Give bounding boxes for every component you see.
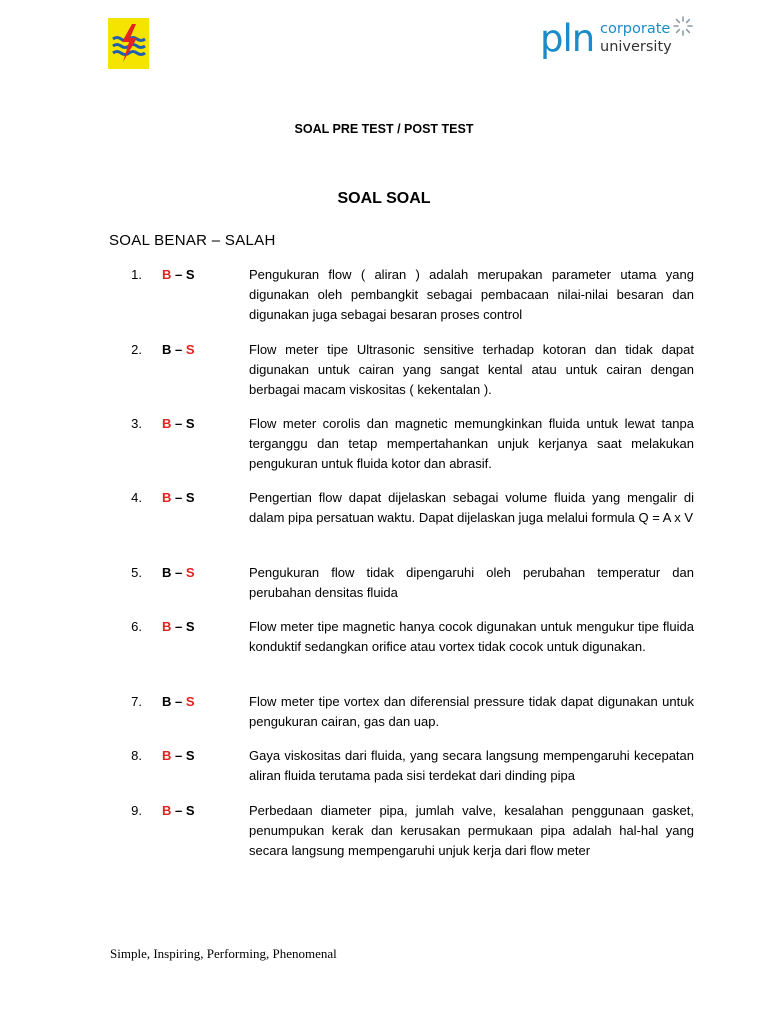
question-text: Flow meter tipe magnetic hanya cocok digunakan untuk mengukur tipe fluida konduktif sedangkan orifice atau vortex tidak cocok untuk digunakan. bbox=[249, 619, 694, 654]
answer-choice bbox=[162, 414, 195, 434]
question-number: 2. bbox=[131, 342, 142, 357]
answer-separator: – bbox=[171, 694, 186, 709]
answer-separator: – bbox=[171, 565, 186, 580]
answer-s: S bbox=[185, 416, 195, 431]
answer-separator: – bbox=[171, 267, 186, 282]
answer-b: B bbox=[162, 619, 172, 634]
section-title: SOAL SOAL bbox=[337, 190, 431, 207]
question-text: Pengukuran flow ( aliran ) adalah merupakan parameter utama yang digunakan oleh pembangkit sebagai pembacaan nilai-nilai besaran dan digunakan juga sebagai besaran proses control bbox=[249, 267, 694, 322]
question-number: 3. bbox=[131, 416, 142, 431]
answer-b: B bbox=[162, 267, 172, 282]
answer-s: S bbox=[185, 803, 195, 818]
question-number: 6. bbox=[131, 619, 142, 634]
pln-lightning-logo bbox=[108, 18, 149, 69]
answer-separator: – bbox=[171, 803, 186, 818]
question-text: Flow meter tipe Ultrasonic sensitive terhadap kotoran dan tidak dapat digunakan untuk cairan yang sangat kental atau untuk cairan dengan berbagai macam viskositas ( kekentalan ). bbox=[249, 342, 694, 397]
answer-b: B bbox=[162, 565, 172, 580]
answer-b: B bbox=[162, 490, 172, 505]
answer-s: S bbox=[185, 619, 195, 634]
logo-pln-text: pln bbox=[540, 17, 595, 60]
question-text: Flow meter corolis dan magnetic memungkinkan fluida untuk lewat tanpa terganggu dan tetap mempertahankan unjuk kerjanya saat melakukan pengukuran untuk fluida kotor dan abrasif. bbox=[249, 416, 694, 471]
answer-separator: – bbox=[171, 490, 186, 505]
question-text: Pengertian flow dapat dijelaskan sebagai volume fluida yang mengalir di dalam pipa persatuan waktu. Dapat dijelaskan juga melalui formula Q = A x V bbox=[249, 490, 694, 525]
answer-s: S bbox=[185, 565, 195, 580]
pln-corporate-university-logo bbox=[540, 16, 700, 66]
answer-choice bbox=[162, 617, 195, 637]
answer-b: B bbox=[162, 803, 172, 818]
answer-s: S bbox=[185, 342, 195, 357]
starburst-icon bbox=[673, 16, 693, 36]
document-title: SOAL PRE TEST / POST TEST bbox=[294, 122, 474, 136]
question-number: 4. bbox=[131, 490, 142, 505]
answer-b: B bbox=[162, 694, 172, 709]
answer-choice bbox=[162, 563, 195, 583]
answer-choice bbox=[162, 265, 195, 285]
question-text: Flow meter tipe vortex dan diferensial pressure tidak dapat digunakan untuk pengukuran cairan, gas dan uap. bbox=[249, 694, 694, 729]
question-text: Perbedaan diameter pipa, jumlah valve, kesalahan penggunaan gasket, penumpukan kerak dan kerusakan permukaan pipa adalah hal-hal yang secara langsung mempengaruhi unjuk kerja dari flow meter bbox=[249, 803, 694, 858]
question-text: Pengukuran flow tidak dipengaruhi oleh perubahan temperatur dan perubahan densitas fluida bbox=[249, 565, 694, 600]
answer-s: S bbox=[185, 490, 195, 505]
answer-choice bbox=[162, 801, 195, 821]
answer-choice bbox=[162, 488, 195, 508]
answer-choice bbox=[162, 692, 195, 712]
answer-separator: – bbox=[171, 416, 186, 431]
footer-tagline: Simple, Inspiring, Performing, Phenomenal bbox=[110, 946, 337, 961]
question-number: 7. bbox=[131, 694, 142, 709]
logo-university-text: university bbox=[600, 39, 672, 55]
subsection-title: SOAL BENAR – SALAH bbox=[109, 232, 276, 249]
answer-choice bbox=[162, 340, 195, 360]
question-text: Gaya viskositas dari fluida, yang secara langsung mempengaruhi kecepatan aliran fluida terutama pada sisi terdekat dari dinding pipa bbox=[249, 748, 694, 783]
answer-s: S bbox=[185, 694, 195, 709]
question-number: 1. bbox=[131, 267, 142, 282]
answer-b: B bbox=[162, 416, 172, 431]
question-number: 9. bbox=[131, 803, 142, 818]
answer-separator: – bbox=[171, 619, 186, 634]
answer-choice bbox=[162, 746, 195, 766]
answer-b: B bbox=[162, 748, 172, 763]
answer-s: S bbox=[185, 748, 195, 763]
answer-separator: – bbox=[171, 342, 186, 357]
question-number: 8. bbox=[131, 748, 142, 763]
answer-b: B bbox=[162, 342, 172, 357]
question-number: 5. bbox=[131, 565, 142, 580]
answer-s: S bbox=[185, 267, 195, 282]
answer-separator: – bbox=[171, 748, 186, 763]
logo-corporate-text: corporate bbox=[600, 21, 671, 37]
